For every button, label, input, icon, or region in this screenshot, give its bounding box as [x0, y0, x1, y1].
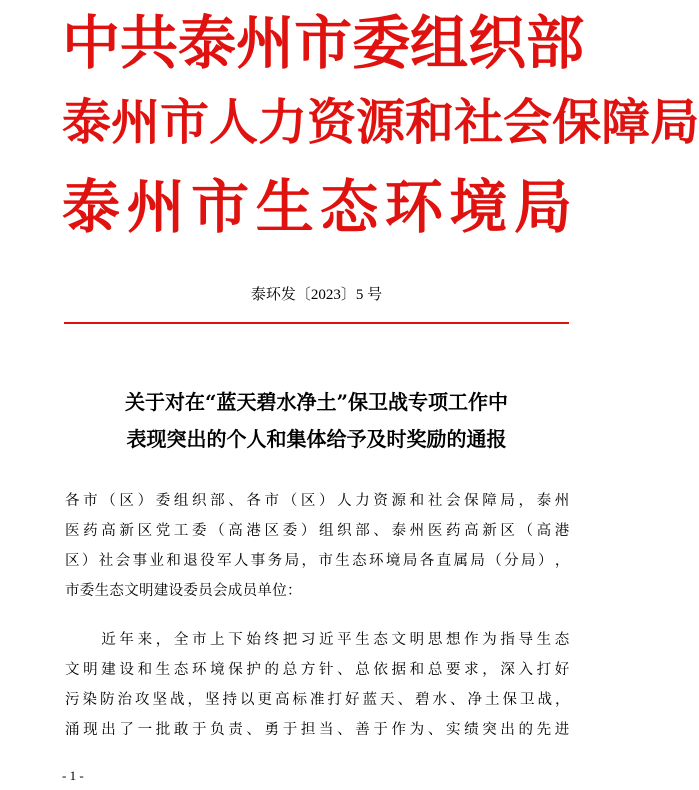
paragraph-line: 污 染 防 治 攻 坚 战 ， 坚 持 以 更 高 标 准 打 好 蓝 天 、 碧 水 、 净 土 保 卫 战 ， — [65, 692, 570, 708]
addressee-block — [65, 486, 570, 606]
addressee-line: 区 ） 社 会 事 业 和 退 役 军 人 事 务 局 ， 市 生 态 环 境 局 各 直 属 局 （ 分 局 ） ， — [65, 553, 570, 569]
paragraph-line: 近 年 来 ， 全 市 上 下 始 终 把 习 近 平 生 态 文 明 思 想 作 为 指 导 生 态 — [101, 632, 570, 648]
addressee-line: 医 药 高 新 区 党 工 委 （ 高 港 区 委 ） 组 织 部 、 泰 州 医 药 高 新 区 （ 高 港 — [65, 523, 570, 539]
paragraph-line: 文 明 建 设 和 生 态 环 境 保 护 的 总 方 针 、 总 依 据 和 总 要 求 ， 深 入 打 好 — [65, 662, 570, 678]
issuer-line-ecology-bureau: 泰 州 市 生 态 环 境 局 — [62, 173, 572, 241]
issuer-line-hrss-bureau: 泰 州 市 人 力 资 源 和 社 会 保 障 局 — [62, 93, 699, 151]
document-title-line-1: 关于对在“蓝天碧水净土”保卫战专项工作中 — [124, 390, 508, 414]
issuer-line-organization-dept: 中 共 泰 州 市 委 组 织 部 — [62, 9, 585, 77]
addressee-line: 各 市 （ 区 ） 委 组 织 部 、 各 市 （ 区 ） 人 力 资 源 和 社 会 保 障 局 ， 泰 州 — [65, 493, 570, 509]
paragraph-line: 涌 现 出 了 一 批 敢 于 负 责 、 勇 于 担 当 、 善 于 作 为 、 实 绩 突 出 的 先 进 — [65, 722, 570, 738]
addressee-line: 市委生态文明建设委员会成员单位： — [65, 583, 302, 599]
page-number: - 1 - — [62, 768, 84, 783]
body-paragraph — [65, 625, 570, 745]
document-title-line-2: 表现突出的个人和集体给予及时奖励的通报 — [126, 427, 507, 451]
red-divider-line — [64, 322, 569, 324]
document-number: 泰环发〔2023〕5 号 — [250, 287, 383, 303]
